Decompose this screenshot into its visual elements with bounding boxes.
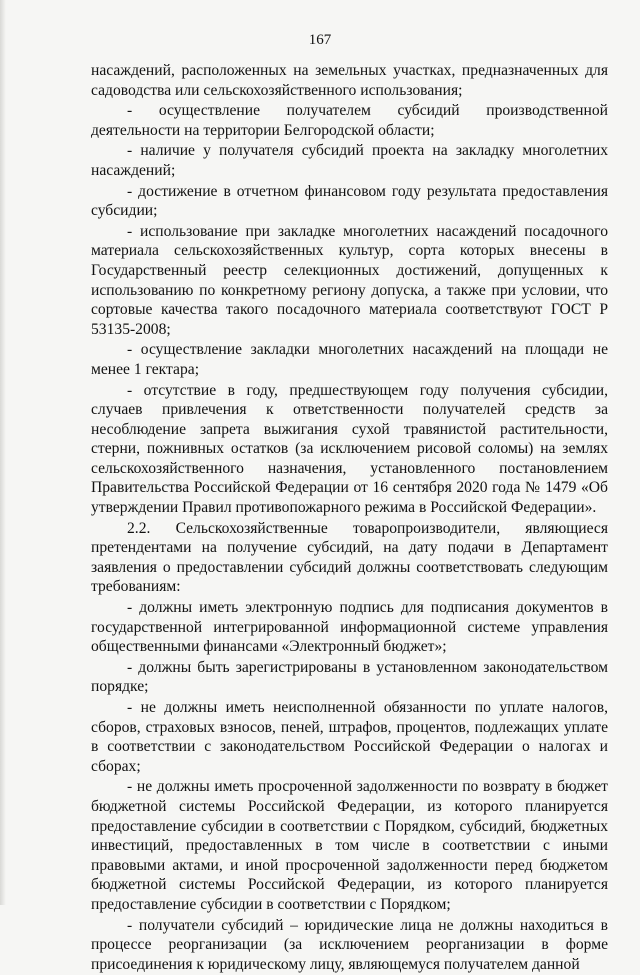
- page-number: 167: [308, 32, 332, 48]
- paragraph-requirement: - получатели субсидий – юридические лица не должны находиться в процессе реорганизации (за исключением реорганизации в форме присоединения к юридическому лицу, являющемуся получателем данной: [91, 916, 608, 973]
- paragraph-requirement: - должны иметь электронную подпись для подписания документов в государственной интегрированной информационной системе управления общественными финансами «Электронный бюджет»;: [91, 599, 608, 656]
- scan-shadow: [0, 0, 6, 905]
- paragraph-continuation: насаждений, расположенных на земельных участках, предназначенных для садоводства или сельскохозяйственного использования;: [91, 62, 608, 99]
- paragraph-requirement: - не должны иметь неисполненной обязанности по уплате налогов, сборов, страховых взносов, пеней, штрафов, процентов, подлежащих уплате в соответствии с законодательством Российской Федерации о налогах и сборах;: [91, 699, 608, 775]
- document-body: [91, 61, 608, 975]
- paragraph-section-2-2: 2.2. Сельскохозяйственные товаропроизводители, являющиеся претендентами на получение субсидий, на дату подачи в Департамент заявления о предоставлении субсидий должны соответствовать следующим требованиям:: [91, 519, 608, 596]
- paragraph-requirement: - должны быть зарегистрированы в установленном законодательством порядке;: [91, 658, 608, 696]
- paragraph-condition: - отсутствие в году, предшествующем году получения субсидии, случаев привлечения к ответственности получателей средств за несоблюдение запрета выжигания сухой травянистой растительности, стерни, пожнивных остатков (за исключением рисовой соломы) на землях сельскохозяйственного назначения, установленного постановлением Правительства Российской Федерации от 16 сентября 2020 года № 1479 «Об утверждении Правил противопожарного режима в Российской Федерации».: [91, 381, 608, 517]
- paragraph-condition: - наличие у получателя субсидий проекта на закладку многолетних насаждений;: [91, 142, 608, 179]
- paragraph-requirement: - не должны иметь просроченной задолженности по возврату в бюджет бюджетной системы Российской Федерации, из которого планируется предоставление субсидии в соответствии с Порядком, субсидий, бюджетных инвестиций, предоставленных в том числе в соответствии с иными правовыми актами, и иной просроченной задолженности перед бюджетом бюджетной системы Российской Федерации, из которого планируется предоставление субсидии в соответствии с Порядком;: [91, 778, 608, 913]
- paragraph-condition: - осуществление закладки многолетних насаждений на площади не менее 1 гектара;: [91, 341, 608, 378]
- paragraph-condition: - использование при закладке многолетних насаждений посадочного материала сельскохозяйственных культур, сорта которых внесены в Государственный реестр селекционных достижений, допущенных к использованию по конкретному региону допуска, а также при условии, что сортовые качества такого посадочного материала соответствуют ГОСТ Р 53135-2008;: [91, 222, 608, 338]
- paragraph-condition: - достижение в отчетном финансовом году результата предоставления субсидии;: [91, 182, 608, 220]
- paragraph-condition: - осуществление получателем субсидий производственной деятельности на территории Белгородской области;: [91, 102, 608, 139]
